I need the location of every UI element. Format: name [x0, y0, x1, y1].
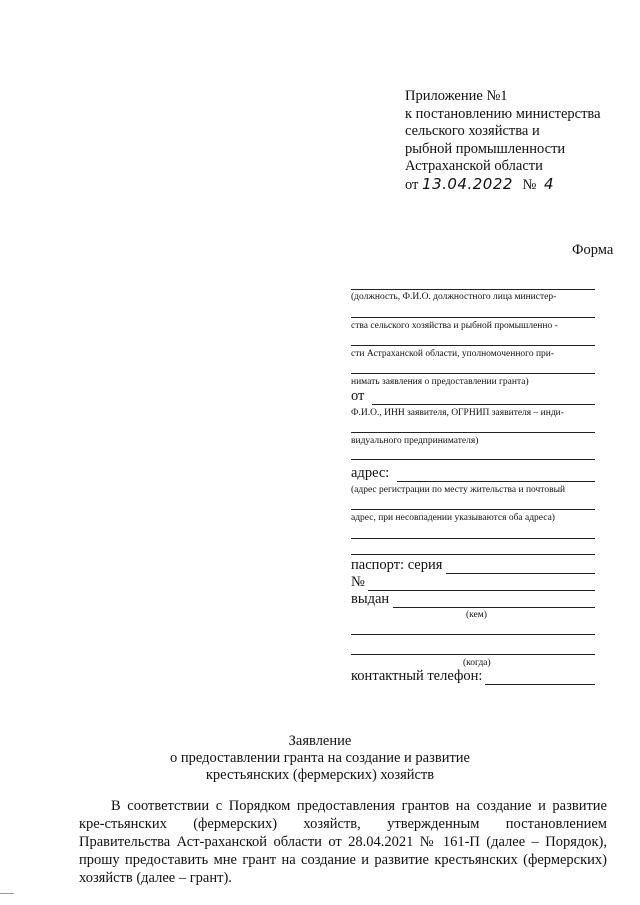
- from-caption-2: видуального предпринимателя): [351, 436, 479, 446]
- addressee-line-1: [351, 289, 595, 290]
- address-line-2: [351, 509, 595, 510]
- appendix-line: рыбной промышленности: [405, 140, 566, 157]
- appendix-line: сельского хозяйства и: [405, 123, 540, 139]
- addressee-caption-4: нимать заявления о предоставлении гранта): [351, 377, 529, 387]
- passport-when-caption: (когда): [463, 658, 491, 668]
- number-prefix: №: [522, 176, 537, 193]
- passport-number-line: [368, 590, 595, 591]
- passport-line-2: [351, 634, 595, 635]
- appendix-block: [405, 88, 601, 194]
- addressee-caption-3: сти Астраханской области, уполномоченного при-: [351, 349, 555, 359]
- title-line-2: о предоставлении гранта на создание и развитие: [169, 750, 470, 766]
- date-prefix: от: [405, 176, 419, 193]
- address-line-3: [351, 538, 595, 539]
- handwritten-number: 4: [544, 174, 555, 193]
- addressee-line-3: [351, 345, 595, 346]
- appendix-line: к постановлению министерства: [405, 105, 601, 122]
- appendix-date-line: [405, 176, 601, 195]
- appendix-line: Астраханской области: [405, 158, 543, 174]
- address-line-4: [351, 554, 595, 555]
- passport-issued-label: выдан: [351, 591, 390, 607]
- from-label: от: [351, 388, 365, 404]
- passport-issued-line: [393, 607, 595, 608]
- body-paragraph: [79, 797, 607, 887]
- from-line-2: [351, 432, 595, 433]
- passport-series-line: [446, 573, 595, 574]
- passport-line-3: [351, 654, 595, 655]
- addressee-caption-2: ства сельского хозяйства и рыбной промышленно -: [351, 321, 558, 331]
- from-caption-1: Ф.И.О., ИНН заявителя, ОГРНИП заявителя – инди-: [351, 408, 564, 418]
- handwritten-date: 13.04.2022: [422, 174, 513, 193]
- appendix-line: Приложение №1: [405, 88, 508, 104]
- addressee-line-2: [351, 317, 595, 318]
- passport-by-whom-caption: (кем): [466, 610, 487, 620]
- from-line-3: [351, 459, 595, 460]
- body-paragraph-text: В соответствии с Порядком предоставления грантов на создание и развитие кре-стьянских (фермерских) хозяйств, утвержденным постановлением Правительства Аст-раханской области от 28.04.2021 № 161-П (далее – Порядок), прошу предоставить мне грант на создание и развитие крестьянских (фермерских) хозяйств (далее – грант).: [79, 798, 607, 886]
- phone-line: [485, 684, 595, 685]
- addressee-caption-1: (должность, Ф.И.О. должностного лица министер-: [351, 292, 557, 302]
- phone-label: контактный телефон:: [351, 668, 483, 684]
- document-title: [0, 733, 640, 784]
- address-label: адрес:: [351, 465, 390, 481]
- page-edge-mark: [0, 893, 14, 894]
- addressee-line-4: [351, 373, 595, 374]
- form-label: Форма: [572, 242, 614, 258]
- from-line: [372, 404, 595, 405]
- address-caption-1: (адрес регистрации по месту жительства и почтовый: [351, 485, 566, 495]
- passport-number-label: №: [351, 574, 365, 590]
- title-line-3: крестьянских (фермерских) хозяйств: [205, 767, 435, 783]
- address-line: [397, 481, 595, 482]
- title-line-1: Заявление: [288, 733, 352, 749]
- passport-series-label: паспорт: серия: [351, 557, 443, 573]
- address-caption-2: адрес, при несовпадении указываются оба адреса): [351, 513, 555, 523]
